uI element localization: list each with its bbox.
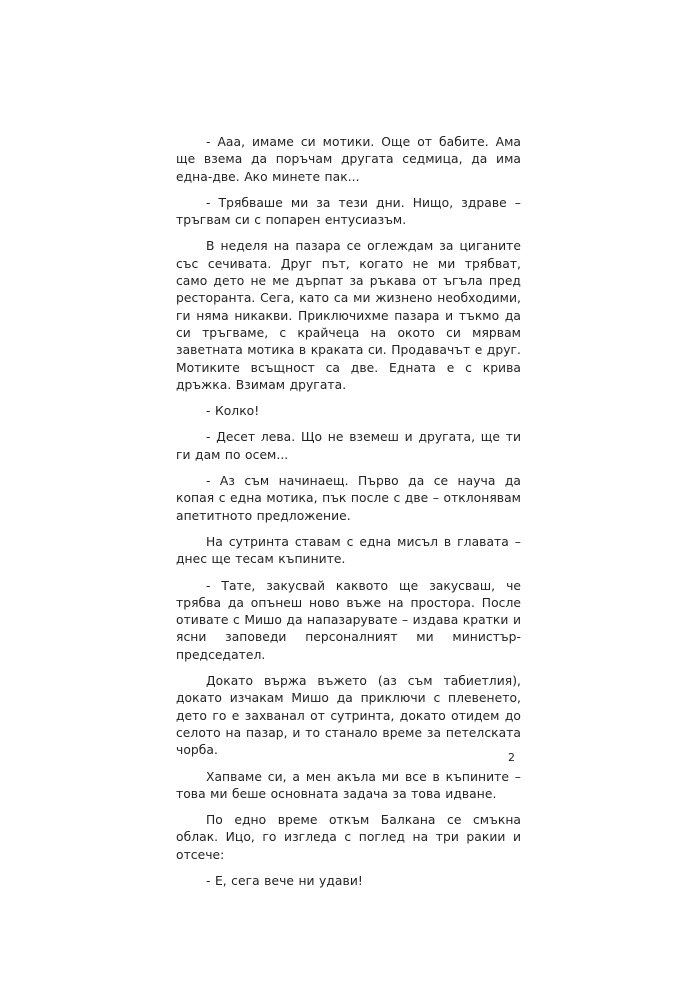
paragraph: - Тате, закусвай каквото ще закусваш, че трябва да опънеш ново въже на простора. После отивате с Мишо да напазарувате – издава кратки и ясни заповеди персоналният ми министър-председател. (176, 578, 521, 662)
paragraph: - Е, сега вече ни удави! (206, 873, 363, 888)
paragraph: - Трябваше ми за тези дни. Нищо, здраве – тръгвам си с попарен ентусиазъм. (176, 195, 521, 228)
paragraph: На сутринта ставам с една мисъл в главата – днес ще тесам къпините. (176, 534, 521, 567)
paragraph: В неделя на пазара се оглеждам за циганите със сечивата. Друг път, когато не ми трябват, само дето не ме дърпат за ръкава от ъгъла пред ресторанта. Сега, като са ми жизнено необходими, ги няма никакви. Приключихме пазара и тъкмо да си тръгваме, с крайчеца на окото си мярвам заветната мотика в краката си. Продавачът е друг. Мотиките всъщност са две. Едната е с крива дръжка. Взимам другата. (176, 239, 521, 392)
paragraph: Докато вържа въжето (аз съм табиетлия), докато изчакам Мишо да приключи с плевенето, дето го е захванал от сутринта, докато отидем до селото на пазар, и то станало време за петелската чорба. (176, 674, 521, 758)
paragraph: - Колко! (206, 404, 260, 419)
paragraph: - Десет лева. Що не вземеш и другата, ще ти ги дам по осем... (176, 430, 521, 462)
body-text (176, 134, 521, 899)
paragraph: По едно време откъм Балкана се смъкна облак. Ицо, го изгледа с поглед на три ракии и отсече: (176, 813, 521, 862)
page-number: 2 (508, 751, 515, 764)
paragraph: Хапваме си, а мен акъла ми все в къпините – това ми беше основната задача за това идване. (176, 769, 521, 801)
paragraph: - Аз съм начинаещ. Първо да се науча да копая с една мотика, пък после с две – отклонявам апетитното предложение. (176, 474, 521, 523)
paragraph: - Ааа, имаме си мотики. Още от бабите. Ама ще взема да поръчам другата седмица, да има една-две. Ако минете пак... (176, 135, 521, 184)
